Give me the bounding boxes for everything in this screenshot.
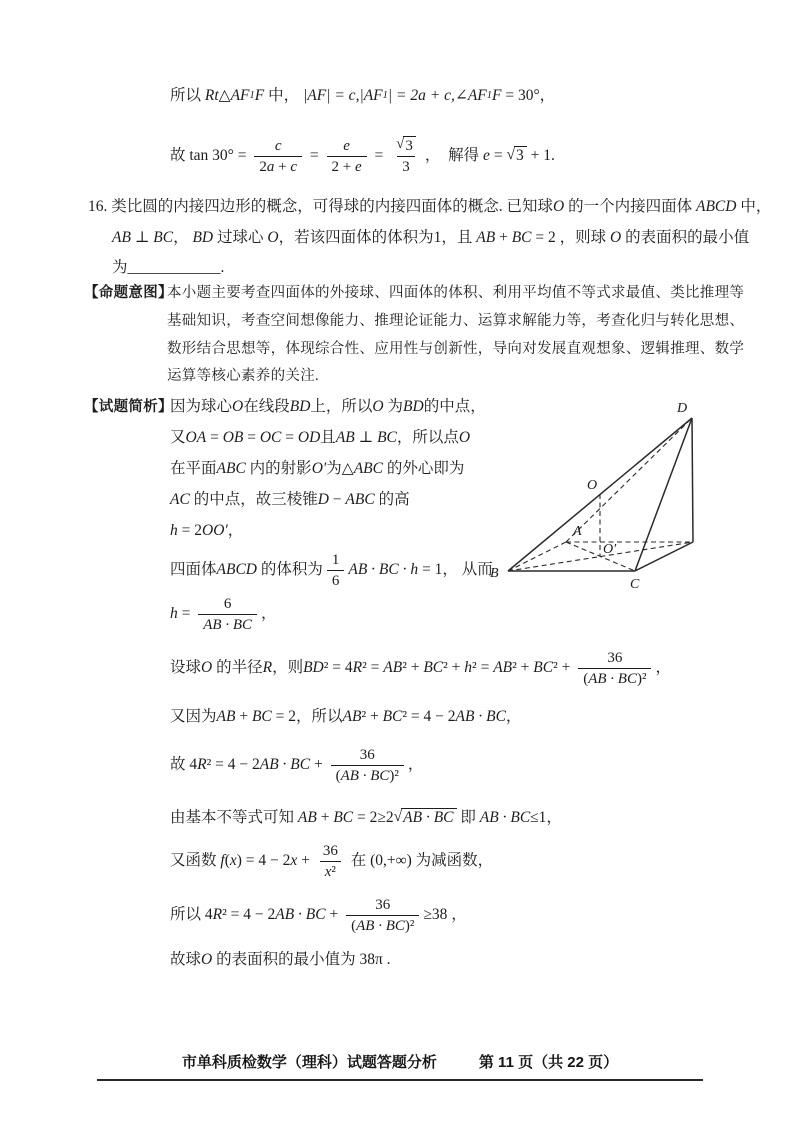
- analysis-line-9: 又因为 AB + BC = 2，所以 AB ² + BC ² = 4 − 2 AB · BC ，: [170, 708, 522, 725]
- footer-title: 市单科质检数学（理科）试题答题分析: [181, 1054, 437, 1071]
- figure-label-c: C: [630, 577, 640, 592]
- analysis-line-3: 在平面 ABC 内的射影 O′ 为△ ABC 的外心即为: [170, 460, 465, 477]
- question-16-line-2: AB ⊥ BC ， BD 过球心 O ，若该四面体的体积为1，且 AB + BC = 2 ，则球 O 的表面积的最小值: [112, 229, 750, 246]
- footer-page-number: 第 11 页（共 22 页）: [478, 1054, 619, 1071]
- figure-label-d: D: [677, 401, 688, 416]
- analysis-line-10: 故 4 R ² = 4 − 2 AB · BC + 36 ( AB · BC )² ，: [170, 746, 424, 784]
- page-footer: [0, 1051, 800, 1072]
- intent-line-2: 基础知识，考查空间想像能力、推理论证能力、运算求解能力等，考查化归与转化思想、: [167, 313, 745, 329]
- question-16-blank-line: 为____________.: [112, 259, 225, 276]
- analysis-line-8: 设球 O 的半径 R ，则 BD ² = 4 R ² = AB ² + BC ² + h ² = AB ² + BC ² + 36 ( AB · BC )² ，: [170, 649, 671, 687]
- figure-label-o-prime: O′: [603, 542, 617, 557]
- analysis-line-5: h = 2 OO′ ，: [170, 522, 244, 539]
- analysis-line-4: AC 的中点，故三棱锥 D − ABC 的高: [170, 491, 410, 508]
- figure-label-a: A: [573, 524, 582, 539]
- intro-formula-line-2: 故 tan 30° = c 2 a + c = e 2 + e = √ 3 3 ， 解得 e = √ 3 + 1.: [170, 136, 555, 175]
- tetrahedron-figure: [487, 398, 712, 596]
- analysis-line-14: 故球 O 的表面积的最小值为 38π .: [170, 951, 391, 968]
- figure-label-b: B: [490, 566, 499, 581]
- analysis-line-12: 又函数 f ( x ) = 4 − 2 x + 36 x ² 在 (0,+∞) 为减函数，: [170, 842, 494, 880]
- intro-formula-line-1: 所以 Rt △ AF 1 F 中， |AF| = c,|AF 1 | = 2a + c, ∠ AF 1 F = 30°，: [170, 87, 556, 104]
- analysis-line-2: 又 OA = OB = OC = OD 且 AB ⊥ BC ，所以点 O: [170, 429, 471, 446]
- analysis-section-label: 【试题简析】: [84, 399, 173, 415]
- footer-rule: [97, 1079, 703, 1081]
- question-16-line-1: 16. 类比圆的内接四边形的概念，可得球的内接四面体的概念. 已知球 O 的一个内接四面体 ABCD 中，: [88, 198, 772, 215]
- intent-section-label: 【命题意图】: [84, 285, 173, 301]
- analysis-line-7: h = $\frac{6}{AB \cdot BC}$ ，: [170, 595, 277, 633]
- analysis-line-6: 四面体 ABCD 的体积为 $\frac{1}{6}$ AB · BC · h = 1， 从而: [170, 551, 493, 589]
- intent-line-3: 数形结合思想等，体现综合性、应用性与创新性，导向对发展直观想象、逻辑推理、数学: [167, 341, 745, 357]
- figure-label-o: O: [587, 478, 598, 493]
- tetrahedron-figure-svg: [487, 398, 712, 596]
- intent-line-1: 本小题主要考查四面体的外接球、四面体的体积、利用平均值不等式求最值、类比推理等: [167, 285, 745, 301]
- analysis-line-11: 由基本不等式可知 AB + BC = 2≥2 √ AB · BC 即 AB · BC ≤1，: [170, 808, 562, 827]
- analysis-line-13: 所以 4 R ² = 4 − 2 AB · BC + 36 ( AB · BC )² ≥38 ，: [170, 896, 467, 934]
- intent-line-4: 运算等核心素养的关注.: [167, 368, 319, 384]
- analysis-line-1: 因为球心 O 在线段 BD 上，所以 O 为 BD 的中点，: [170, 398, 486, 415]
